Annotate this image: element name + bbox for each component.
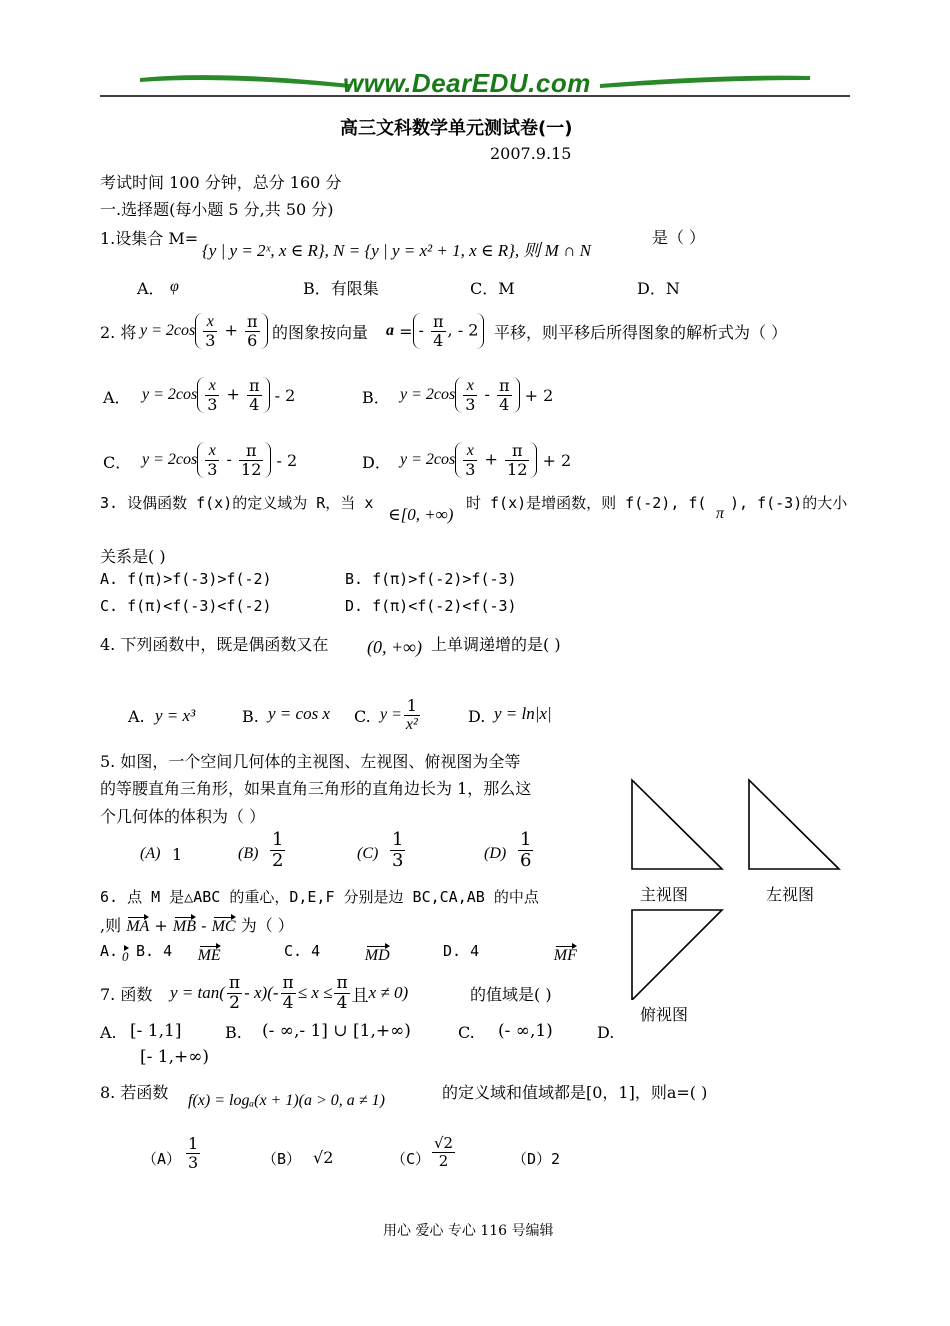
exam-date: 2007.9.15 — [490, 144, 572, 163]
minus-sign: - — [418, 320, 424, 340]
q5-option-c-label: (C) — [357, 845, 379, 862]
q7-formula — [170, 968, 408, 1018]
q2-function — [140, 306, 268, 356]
q7-option-c-label: C. — [458, 1023, 475, 1042]
q2-option-d-label: D． — [362, 453, 391, 472]
q3-option-c: C. f(π)<f(-3)<f(-2) — [100, 597, 272, 615]
frac-den: 3 — [188, 1152, 199, 1172]
q4-option-d-label: D. — [468, 707, 486, 726]
footer-text: 用心 爱心 专心 116 号编辑 — [383, 1223, 554, 1239]
page-title: 高三文科数学单元测试卷(一) — [340, 118, 573, 139]
q1-option-a: A． — [137, 279, 165, 298]
frac-den: 12 — [507, 459, 528, 479]
q2-option-a-label: A． — [103, 388, 131, 407]
q2-option-d — [400, 435, 571, 485]
q3-interval: ∈[0, +∞) — [388, 505, 454, 524]
q6-line2 — [100, 913, 294, 936]
frac-num: x — [463, 377, 477, 396]
frac-den: 3 — [207, 394, 218, 414]
frac-num: x — [205, 442, 219, 461]
q6-option-b-label: B. 4 — [136, 942, 173, 960]
q6-text: ,则 — [100, 916, 122, 935]
frac-den: 3 — [465, 459, 476, 479]
frac-num: 1 — [272, 829, 284, 850]
frac-num: π — [433, 311, 444, 331]
q2-fn: y = 2cos — [400, 451, 456, 468]
q8-formula: f(x) = logₐ(x + 1)(a > 0, a ≠ 1) — [188, 1092, 385, 1109]
frac-num: x — [203, 313, 217, 332]
q4-option-a: y = x³ — [155, 706, 196, 725]
q5-option-b-label: (B) — [238, 845, 259, 862]
q7-option-b-label: B. — [225, 1023, 242, 1042]
top-view-label: 俯视图 — [640, 1005, 689, 1024]
frac-num: π — [282, 972, 294, 993]
q7-option-a-label: A. — [100, 1023, 117, 1042]
q3-line1b: 时 f(x)是增函数，则 f(-2), f( — [466, 494, 707, 512]
constant: - 2 — [457, 320, 479, 340]
q2-fn: y = 2cos — [140, 322, 196, 339]
side-view-label: 左视图 — [766, 885, 815, 904]
frac-den: 12 — [241, 459, 262, 479]
q6-option-d: MF — [553, 947, 577, 964]
frac-den: 6 — [247, 330, 258, 350]
frac-den: 3 — [465, 394, 476, 414]
q3-line2: 关系是( ) — [100, 547, 166, 566]
q5-line2: 的等腰直角三角形，如果直角三角形的直角边长为 1，那么这 — [100, 779, 532, 798]
q5-option-d — [516, 830, 535, 871]
q3-option-b: B. f(π)>f(-2)>f(-3) — [345, 570, 517, 588]
constant: + 2 — [542, 450, 572, 470]
frac-den: 2 — [229, 992, 240, 1013]
q7-part: - x)(- — [244, 983, 279, 1002]
frac-num: π — [228, 972, 241, 993]
q2-option-c-label: C． — [103, 453, 132, 472]
c-expr: y = — [380, 706, 402, 723]
q7-option-b: (- ∞,- 1] ∪ [1,+∞) — [262, 1021, 411, 1041]
q1-prefix: 1.设集合 M= — [100, 229, 199, 248]
exam-info: 考试时间 100 分钟，总分 160 分 — [100, 173, 342, 192]
frac-num: π — [336, 972, 348, 993]
plus-sign: + — [226, 384, 240, 404]
q2-fn: y = 2cos — [142, 386, 198, 403]
q5-line1: 5. 如图，一个空间几何体的主视图、左视图、俯视图为全等 — [100, 752, 521, 771]
q8-stem-pre: 8. 若函数 — [100, 1083, 169, 1102]
q4-option-b: y = cos x — [268, 704, 330, 723]
q1-option-c: C．M — [470, 279, 515, 298]
vector-ma: MA — [126, 918, 150, 935]
constant: - 2 — [274, 385, 296, 405]
front-view-label: 主视图 — [640, 885, 689, 904]
frac-den: 2 — [272, 849, 284, 871]
q2-fn: y = 2cos — [400, 386, 456, 403]
q2-mid: 的图象按向量 — [272, 323, 369, 342]
q7-option-d-label: D. — [597, 1023, 615, 1042]
q8-option-d: （D）2 — [512, 1150, 561, 1168]
q8-option-a-label: （A） — [142, 1150, 182, 1168]
q4-option-d: y = ln|x| — [494, 704, 552, 723]
q1-option-d: D．N — [637, 279, 680, 298]
q7-option-d: [- 1,+∞) — [140, 1047, 210, 1067]
q3-line1: 3. 设偶函数 f(x)的定义域为 R，当 x — [100, 494, 374, 512]
vector-mb: MB — [172, 918, 196, 935]
constant: + 2 — [524, 385, 554, 405]
q8-option-a — [184, 1135, 202, 1171]
frac-num: π — [249, 375, 260, 395]
frac-num: 1 — [404, 697, 420, 716]
q5-option-a-label: (A) — [140, 845, 161, 862]
q4-option-a-label: A. — [128, 707, 145, 726]
q7-fn: y = tan( — [170, 983, 225, 1002]
q4-stem-a: 4. 下列函数中，既是偶函数又在 — [100, 635, 329, 654]
frac-num: π — [247, 311, 258, 331]
frac-den: x² — [405, 715, 418, 733]
q4-option-c — [380, 690, 422, 740]
frac-num: 1 — [520, 829, 532, 850]
frac-num: π — [239, 442, 263, 461]
q6-option-c: MD — [364, 947, 390, 964]
q7-stem-pre: 7. 函数 — [100, 985, 153, 1004]
q2-fn: y = 2cos — [142, 451, 198, 468]
q2-option-a — [142, 370, 295, 420]
frac-den: 6 — [520, 849, 532, 871]
frac-den: 4 — [336, 992, 348, 1013]
comma: , — [447, 320, 453, 340]
q1-option-a-value: φ — [170, 278, 179, 295]
vector-mc: MC — [211, 918, 236, 935]
q2-vector — [386, 306, 484, 356]
q2-suffix: 平移，则平移后所得图象的解析式为（ ） — [494, 323, 788, 342]
frac-den: 3 — [207, 459, 218, 479]
frac-den: 4 — [499, 394, 510, 414]
q6-option-a-label: A. — [100, 942, 119, 960]
frac-den: 4 — [282, 992, 294, 1013]
top-view-triangle — [632, 910, 722, 1000]
plus-sign: + — [154, 916, 168, 935]
site-logo[interactable]: www.DearEDU.com — [343, 68, 591, 98]
minus-sign: - — [201, 916, 207, 935]
q3-pi: π — [716, 505, 725, 522]
frac-den: 3 — [205, 330, 216, 350]
q4-option-b-label: B. — [242, 707, 259, 726]
q8-option-b-label: （B） — [262, 1150, 302, 1168]
q7-option-a: [- 1,1] — [130, 1021, 182, 1041]
q5-line3: 个几何体的体积为（ ） — [100, 807, 266, 826]
frac-num: 1 — [392, 829, 404, 850]
q7-option-c: (- ∞,1) — [498, 1021, 553, 1041]
q6-text: 为（ ） — [240, 916, 294, 935]
q8-stem-post: 的定义域和值域都是[0，1]，则a=( ) — [442, 1083, 708, 1102]
q5-option-d-label: (D) — [484, 845, 507, 862]
frac-den: 4 — [433, 330, 444, 350]
q4-stem-b: 上单调递增的是( ) — [431, 635, 561, 654]
q8-option-c-label: （C） — [391, 1150, 431, 1168]
side-view-triangle — [749, 780, 839, 869]
minus-sign: - — [226, 449, 232, 469]
q2-option-b — [400, 370, 553, 420]
q6-line1: 6. 点 M 是△ABC 的重心，D,E,F 分别是边 BC,CA,AB 的中点 — [100, 888, 539, 906]
frac-num: 1 — [188, 1134, 199, 1153]
frac-num: x — [205, 377, 219, 396]
q7-part: x ≠ 0) — [368, 983, 409, 1002]
q4-interval: (0, +∞) — [367, 637, 422, 657]
frac-den: 2 — [438, 1151, 449, 1170]
q2-prefix: 2. 将 — [100, 323, 137, 342]
q1-formula: {y | y = 2ˣ, x ∈ R}, N = {y | y = x² + 1, x ∈ R}, 则 M ∩ N — [202, 241, 591, 260]
q2-option-c — [142, 435, 297, 485]
equals-sign: = — [399, 321, 413, 341]
q7-stem-post: 的值域是( ) — [470, 985, 552, 1004]
q4-option-c-label: C. — [354, 707, 371, 726]
q2-option-b-label: B． — [362, 388, 390, 407]
minus-sign: - — [484, 384, 490, 404]
vector-a: a — [386, 322, 394, 339]
q3-line1c: ), f(-3)的大小 — [730, 494, 848, 512]
frac-num: π — [499, 375, 510, 395]
q6-option-a: 0 — [122, 949, 129, 964]
plus-sign: + — [484, 449, 498, 469]
constant: - 2 — [276, 450, 298, 470]
q6-option-b: ME — [197, 947, 221, 964]
q8-option-c — [430, 1135, 457, 1169]
plus-sign: + — [224, 320, 238, 340]
q5-option-c — [388, 830, 407, 871]
q8-option-b: √2 — [313, 1148, 334, 1167]
frac-den: 4 — [249, 394, 260, 414]
frac-num: π — [505, 442, 529, 461]
q5-option-a: 1 — [172, 845, 183, 864]
q5-option-b — [268, 830, 287, 871]
frac-num: √2 — [434, 1134, 454, 1152]
frac-num: x — [463, 442, 477, 461]
q7-part: 且 — [351, 985, 369, 1006]
section-heading: 一.选择题(每小题 5 分,共 50 分) — [100, 200, 334, 219]
q6-option-c-label: C. 4 — [284, 942, 321, 960]
front-view-triangle — [632, 780, 722, 869]
frac-den: 3 — [392, 849, 404, 871]
q6-option-d-label: D. 4 — [443, 942, 480, 960]
q7-part: ≤ x ≤ — [297, 983, 333, 1002]
q1-suffix: 是（ ） — [652, 228, 706, 247]
q3-option-a: A. f(π)>f(-3)>f(-2) — [100, 570, 272, 588]
q1-option-b: B．有限集 — [303, 279, 379, 298]
q3-option-d: D. f(π)<f(-2)<f(-3) — [345, 597, 517, 615]
